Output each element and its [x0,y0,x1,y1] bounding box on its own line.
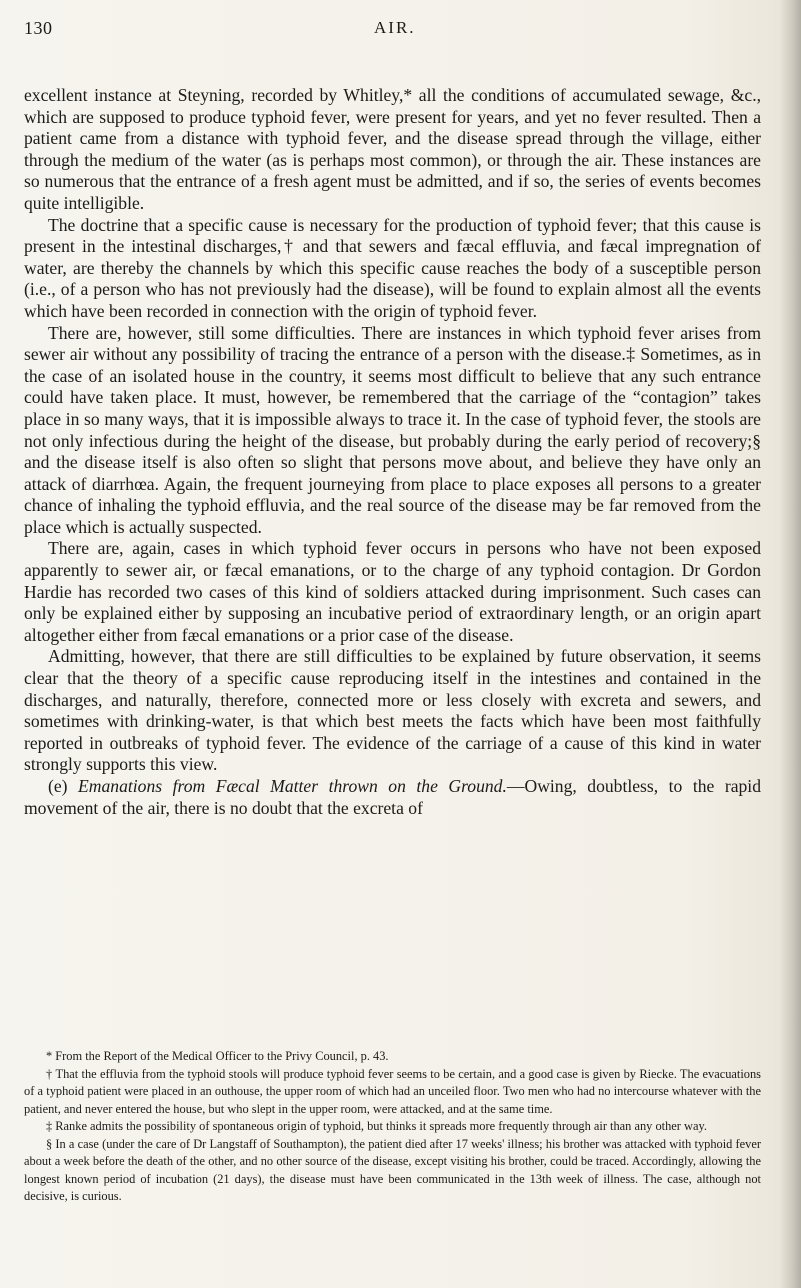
footnote: § In a case (under the care of Dr Langstaff of Southampton), the patient died after 17 weeks' illness; his brother was attacked with typhoid fever about a week before the death of the other, and no other source of the disease, except visiting his brother, could be traced. Accordingly, allowing the longest known period of incubation (21 days), the disease must have been communicated in the 13th week of illness. The case, although not decisive, is curious. [24,1136,761,1203]
paragraph: Admitting, however, that there are still difficulties to be explained by future observation, it seems clear that the theory of a specific cause reproducing itself in the intestines and contained in the discharges, and naturally, therefore, connected more or less closely with excreta and sewers, and sometimes with drinking-water, is that which best meets the facts which have been most faithfully reported in outbreaks of typhoid fever. The evidence of the carriage of a cause of this kind in water strongly supports this view. [24,646,761,775]
footnote: ‡ Ranke admits the possibility of spontaneous origin of typhoid, but thinks it spreads more frequently through air than any other way. [46,1119,707,1133]
page-number: 130 [24,18,53,38]
footnotes [24,1048,761,1206]
paragraph: There are, however, still some difficulties. There are instances in which typhoid fever arises from sewer air without any possibility of tracing the entrance of a person with the disease.‡ Sometimes, as in the case of an isolated house in the country, it seems most difficult to believe that any such entrance could have taken place. It must, however, be remembered that the carriage of the “contagion” takes place in so many ways, that it is impossible always to trace it. In the case of typhoid fever, the stools are not only infectious during the height of the disease, but probably during the early period of recovery;§ and the disease itself is also often so slight that persons move about, and believe they have only an attack of diarrhœa. Again, the frequent journeying from place to place exposes all persons to a greater chance of inhaling the typhoid effluvia, and the real source of the disease may be far removed from the place which is actually suspected. [24,322,761,537]
page-edge-shadow [779,0,801,1288]
section-text: —Owing, doubtless, to the rapid movement of the air, there is no doubt that the excreta of [24,776,761,818]
section-paragraph [24,776,761,819]
body-text [24,85,761,819]
paragraph: excellent instance at Steyning, recorded by Whitley,* all the conditions of accumulated sewage, &c., which are supposed to produce typhoid fever, were present for years, and yet no fever resulted. Then a patient came from a distance with typhoid fever, and the disease spread through the village, either through the medium of the water (as is perhaps most common), or through the air. These instances are so numerous that the entrance of a fresh agent must be admitted, and if so, the series of events becomes quite intelligible. [24,85,761,213]
footnote: † That the effluvia from the typhoid stools will produce typhoid fever seems to be certain, and a good case is given by Riecke. The evacuations of a typhoid patient were placed in an outhouse, the upper room of which had an unceiled floor. Two men who had no intercourse whatever with the patient, and never entered the house, but who slept in the upper room, were attacked, and at the same time. [24,1066,761,1116]
page-header [24,18,754,46]
paragraph: The doctrine that a specific cause is necessary for the production of typhoid fever; that this cause is present in the intestinal discharges,† and that sewers and fæcal effluvia, and fæcal impregnation of water, are thereby the channels by which this specific cause reaches the body of a susceptible person (i.e., of a person who has not previously had the disease), will be found to explain almost all the events which have been recorded in connection with the origin of typhoid fever. [24,214,761,321]
section-prefix: (e) [48,776,79,796]
running-head: AIR. [374,18,416,37]
paragraph: There are, again, cases in which typhoid fever occurs in persons who have not been exposed apparently to sewer air, or fæcal emanations, or to the charge of any typhoid contagion. Dr Gordon Hardie has recorded two cases of this kind of soldiers attacked during imprisonment. Such cases can only be explained either by supposing an incubative period of extraordinary length, or an origin apart altogether either from fæcal emanations or a prior case of the disease. [24,538,761,645]
section-heading: Emanations from Fæcal Matter thrown on the Ground. [78,776,507,796]
footnote: * From the Report of the Medical Officer to the Privy Council, p. 43. [46,1049,389,1063]
